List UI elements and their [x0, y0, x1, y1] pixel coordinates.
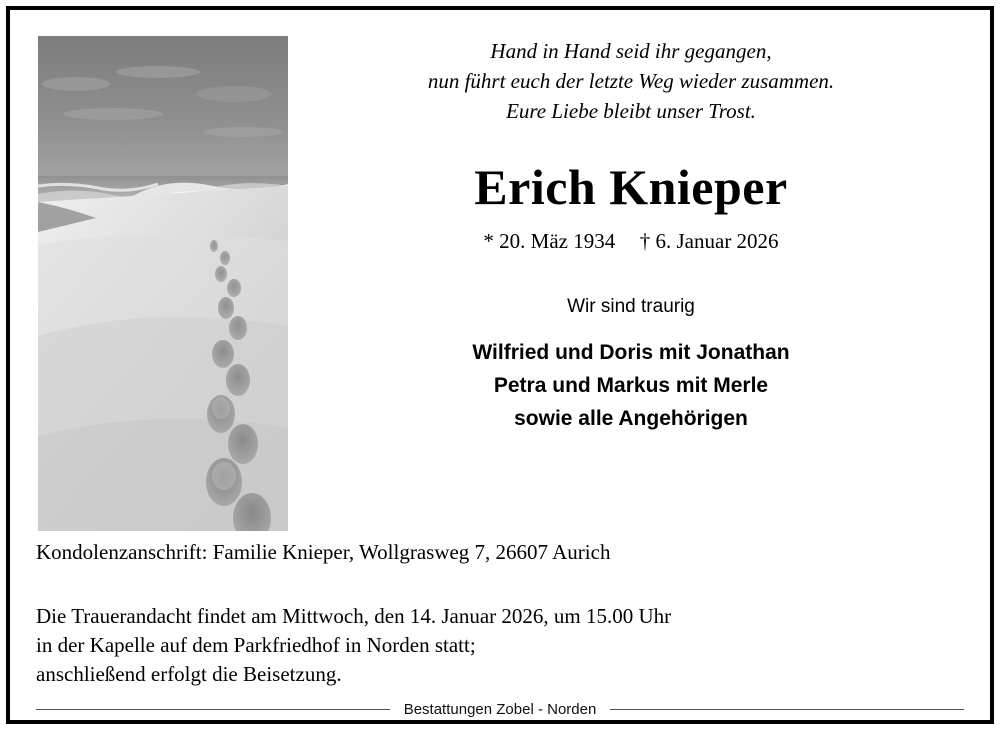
death-date: † 6. Januar 2026: [639, 229, 779, 253]
mourners-list: [300, 336, 962, 435]
footer-rule-right: [610, 709, 964, 710]
service-line-1: Die Trauerandacht findet am Mittwoch, den 14. Januar 2026, um 15.00 Uhr: [36, 604, 672, 628]
verse-line-1: Hand in Hand seid ihr gegangen,: [490, 39, 772, 63]
notice-bottom-block: [36, 538, 964, 689]
mourning-intro: Wir sind traurig: [567, 296, 695, 317]
footer-rule-left: [36, 709, 390, 710]
footer: [36, 701, 964, 718]
snow-footprints-icon: [38, 36, 288, 531]
birth-date: * 20. Mäz 1934: [483, 229, 616, 253]
deceased-name: Erich Knieper: [474, 159, 788, 215]
funeral-home-name: Bestattungen Zobel - Norden: [403, 701, 597, 718]
verse-line-3: Eure Liebe bleibt unser Trost.: [506, 99, 756, 123]
mourner-line-1: Wilfried und Doris mit Jonathan: [472, 341, 790, 364]
service-details: [36, 602, 964, 689]
memorial-verse: [300, 36, 962, 126]
mourner-line-2: Petra und Markus mit Merle: [493, 374, 769, 397]
service-line-3: anschließend erfolgt die Beisetzung.: [36, 662, 342, 686]
life-dates: [300, 228, 962, 254]
service-line-2: in der Kapelle auf dem Parkfriedhof in Norden statt;: [36, 633, 476, 657]
mourner-line-3: sowie alle Angehörigen: [514, 407, 748, 430]
notice-main-column: [300, 36, 962, 435]
verse-line-2: nun führt euch der letzte Weg wieder zusammen.: [427, 69, 835, 93]
memorial-photo: [38, 36, 288, 531]
condolence-address: Kondolenzanschrift: Familie Knieper, Wollgrasweg 7, 26607 Aurich: [36, 540, 611, 564]
